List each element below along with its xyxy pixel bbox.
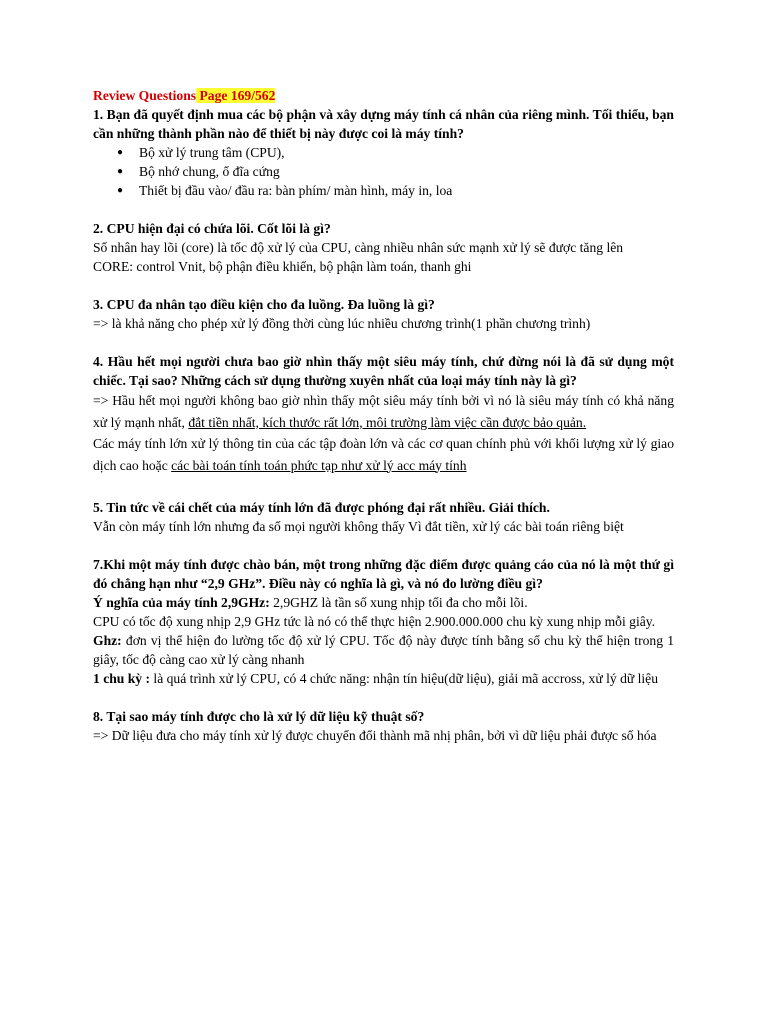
meaning-label: Ý nghĩa của máy tính 2,9GHz: [93, 595, 270, 610]
question-7-ghz [93, 631, 674, 669]
question-3: 3. CPU đa nhân tạo điều kiện cho đa luồng. Đa luồng là gì? [93, 297, 435, 312]
question-1-answer-list [93, 143, 674, 200]
question-4-mainframe-underlined: các bài toán tính toán phức tạp như xử lý acc máy tính [171, 457, 467, 473]
question-5-answer: Vẫn còn máy tính lớn nhưng đa số mọi người không thấy Vì đắt tiền, xử lý các bài toán riêng biệt [93, 519, 624, 534]
question-4-answer-text: => Hầu hết mọi người không bao giờ nhìn thấy một siêu máy tính bởi vì nó là siêu máy tính có khả năng xử lý mạnh nhất, [93, 393, 674, 430]
question-4: 4. Hầu hết mọi người chưa bao giờ nhìn thấy một siêu máy tính, chứ đừng nói là đã sử dụng một chiếc. Tại sao? Những cách sử dụng thường xuyên nhất của loại máy tính này là gì? [93, 354, 674, 388]
cycle-text: là quá trình xử lý CPU, có 4 chức năng: nhận tín hiệu(dữ liệu), giải mã accross, xử lý dữ liệu [150, 671, 659, 686]
question-2-answer: Số nhân hay lõi (core) là tốc độ xử lý của CPU, càng nhiều nhân sức mạnh xử lý sẽ được tăng lên [93, 240, 624, 255]
question-7: 7.Khi một máy tính được chào bán, một trong những đặc điểm được quảng cáo của nó là một thứ gì đó chẳng hạn như “2,9 GHz”. Điều này có nghĩa là gì, và nó đo lường điều gì? [93, 557, 674, 591]
question-4-answer-mainframe [93, 433, 674, 476]
question-7-cpu: CPU có tốc độ xung nhịp 2,9 GHz tức là nó có thể thực hiện 2.900.000.000 chu kỳ xung nhịp mỗi giây. [93, 614, 656, 629]
document-header [93, 86, 674, 105]
question-5: 5. Tin tức về cái chết của máy tính lớn đã được phóng đại rất nhiều. Giải thích. [93, 500, 550, 515]
question-8-answer: => Dữ liệu đưa cho máy tính xử lý được chuyển đổi thành mã nhị phân, bởi vì dữ liệu phải được số hóa [93, 728, 657, 743]
question-4-mainframe-text: Các máy tính lớn xử lý thông tin của các tập đoàn lớn và các cơ quan chính phủ với khối lượng xử lý giao dịch cao hoặc [93, 436, 674, 473]
review-questions-label: Review Questions [93, 88, 197, 103]
question-4-answer [93, 390, 674, 433]
ghz-text: đơn vị thể hiện đo lường tốc độ xử lý CPU. Tốc độ này được tính bằng số chu kỳ thể hiện trong 1 giây, tốc độ càng cao xử lý càng nhanh [93, 633, 674, 667]
question-2-answer-core: CORE: control Vnit, bộ phận điều khiển, bộ phận làm toán, thanh ghi [93, 259, 472, 274]
ghz-label: Ghz: [93, 633, 122, 648]
list-item: ● Bộ nhớ chung, ổ đĩa cứng [117, 162, 674, 181]
list-item: ● Thiết bị đầu vào/ đầu ra: bàn phím/ màn hình, máy in, loa [117, 181, 674, 200]
question-3-answer: => là khả năng cho phép xử lý đồng thời cùng lúc nhiều chương trình(1 phần chương trình) [93, 316, 591, 331]
question-4-answer-underlined: đắt tiền nhất, kích thước rất lớn, môi trường làm việc cần được bảo quản. [188, 414, 587, 430]
list-item: ● Bộ xử lý trung tâm (CPU), [117, 143, 674, 162]
document-page [93, 86, 674, 745]
page-reference: Page 169/562 [196, 88, 276, 103]
question-2: 2. CPU hiện đại có chứa lõi. Cốt lõi là gì? [93, 221, 331, 236]
meaning-text: 2,9GHZ là tần số xung nhịp tối đa cho mỗi lõi. [269, 595, 528, 610]
question-1: 1. Bạn đã quyết định mua các bộ phận và xây dựng máy tính cá nhân của riêng mình. Tối thiểu, bạn cần những thành phần nào để thiết bị này được coi là máy tính? [93, 107, 674, 141]
question-7-cycle [93, 669, 674, 688]
question-7-meaning [93, 593, 674, 612]
question-8: 8. Tại sao máy tính được cho là xử lý dữ liệu kỹ thuật số? [93, 709, 425, 724]
cycle-label: 1 chu kỳ : [93, 671, 151, 686]
